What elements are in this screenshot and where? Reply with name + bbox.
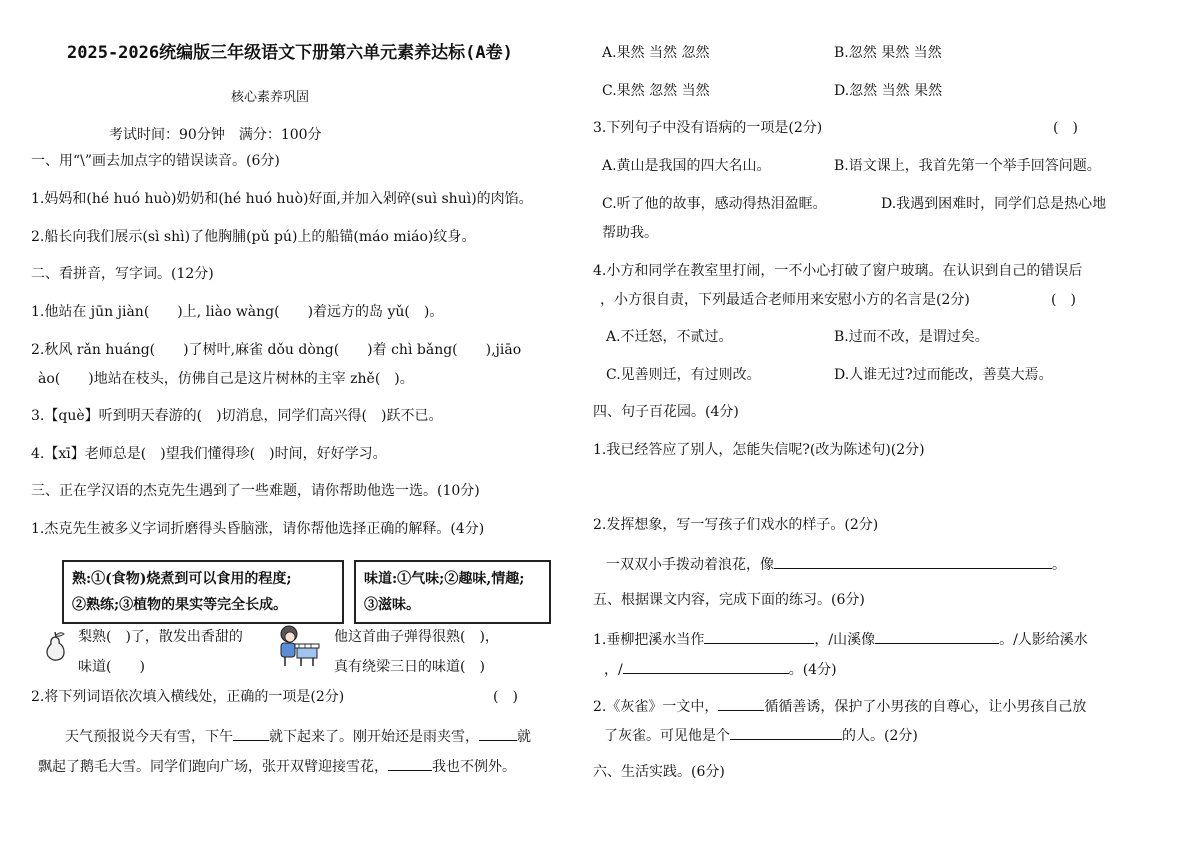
option-d-top: D.忽然 当然 果然: [834, 83, 943, 99]
question-4-option-b: B.过而不改，是谓过矣。: [834, 329, 989, 345]
s2-question-2a: 2.秋风 rǎn huáng( )了树叶,麻雀 dǒu dòng( )着 chì bǎng( ),jiāo: [31, 342, 522, 358]
pianist-icon: [275, 624, 325, 668]
s2-question-1: 1.他站在 jūn jiàn( )上, liào wàng( )着远方的岛 yǔ( )。: [31, 304, 444, 320]
s4-question-2: 2.发挥想象，写一写孩子们戏水的样子。(2分): [593, 517, 879, 533]
s4-question-2-line: 一双双小手拨动着浪花，像 。: [606, 554, 1066, 574]
s1-question-1: 1.妈妈和(hé huó huò)奶奶和(hé huó huò)好面,并加入剁碎(suì shuì)的肉馅。: [31, 191, 533, 207]
option-b-top: B.忽然 果然 当然: [834, 45, 942, 61]
s4-question-1: 1.我已经答应了别人，怎能失信呢?(改为陈述句)(2分): [593, 442, 925, 458]
s5-question-2-line1: 2.《灰雀》一文中， 循循善诱，保护了小男孩的自尊心，让小男孩自己放: [593, 696, 1086, 716]
question-3-option-a: A.黄山是我国的四大名山。: [602, 158, 771, 174]
s3-question-2: 2.将下列词语依次填入横线处，正确的一项是(2分): [31, 689, 345, 705]
s2-question-3: 3.【què】听到明天春游的( )切消息，同学们高兴得( )跃不已。: [31, 408, 443, 424]
s3-paragraph-line1: 天气预报说今天有雪，下午 就下起来了。刚开始还是雨夹雪， 就: [65, 726, 531, 746]
definition-box-shu-line1: 熟:①(食物)烧煮到可以食用的程度;: [72, 571, 292, 587]
section3-heading: 三、正在学汉语的杰克先生遇到了一些难题，请你帮助他选一选。(10分): [31, 483, 480, 499]
question-4-answer: ( ): [1051, 292, 1076, 308]
section6-heading: 六、生活实践。(6分): [593, 764, 725, 780]
answer-blank-imagination[interactable]: [774, 554, 1052, 569]
question-4-line1: 4.小方和同学在教室里打闹，一不小心打破了窗户玻璃。在认识到自己的错误后: [593, 263, 1083, 279]
question-4-option-c: C.见善则迁，有过则改。: [606, 367, 761, 383]
s3-paragraph-line2: 飘起了鹅毛大雪。同学们跑向广场，张开双臂迎接雪花， 我也不例外。: [38, 756, 516, 776]
question-3-answer: ( ): [1053, 120, 1078, 136]
page-subtitle: 核心素养巩固: [231, 90, 310, 105]
answer-blank-5-5[interactable]: [730, 725, 842, 740]
s5-question-2-line2: 了灰雀。可见他是个 的人。(2分): [604, 725, 918, 745]
s5-question-1-line1: 1.垂柳把溪水当作 ，/山溪像 。/人影给溪水: [593, 629, 1088, 649]
question-4-option-a: A.不迁怒，不贰过。: [606, 329, 733, 345]
s3-item1-line1: 梨熟( )了，散发出香甜的: [78, 629, 243, 645]
s2-question-4: 4.【xī】老师总是( )望我们懂得珍( )时间，好好学习。: [31, 446, 387, 462]
question-3-option-d-cont: 帮助我。: [602, 225, 658, 241]
answer-blank-5-1[interactable]: [704, 629, 814, 644]
pear-icon: [42, 628, 68, 662]
s5-question-1-line2: ，/ 。(4分): [604, 659, 837, 679]
question-4-line2: ，小方很自责，下列最适合老师用来安慰小方的名言是(2分): [600, 292, 970, 308]
section1-heading: 一、用“\”画去加点字的错误读音。(6分): [31, 153, 280, 169]
definition-box-shu: [62, 560, 344, 624]
option-a-top: A.果然 当然 忽然: [602, 45, 710, 61]
answer-blank-5-4[interactable]: [718, 696, 764, 711]
question-3: 3.下列句子中没有语病的一项是(2分): [593, 120, 823, 136]
option-c-top: C.果然 忽然 当然: [602, 83, 710, 99]
section2-heading: 二、看拼音，写字词。(12分): [31, 266, 214, 282]
s3-question-2-answer: ( ): [493, 689, 518, 705]
question-4-option-d: D.人谁无过?过而能改，善莫大焉。: [834, 367, 1053, 383]
section4-heading: 四、句子百花园。(4分): [593, 404, 739, 420]
definition-box-weidao-line2: ③滋味。: [364, 597, 420, 613]
fill-blank-1[interactable]: [233, 726, 269, 741]
s3-question-1: 1.杰克先生被多义字词折磨得头昏脑涨，请你帮他选择正确的解释。(4分): [31, 521, 485, 537]
fill-blank-2[interactable]: [479, 726, 517, 741]
definition-box-weidao-line1: 味道:①气味;②趣味,情趣;: [364, 571, 525, 587]
fill-blank-3[interactable]: [388, 756, 432, 771]
s2-question-2b: ào( )地站在枝头，仿佛自己是这片树林的主宰 zhě( )。: [38, 371, 414, 387]
answer-blank-5-2[interactable]: [875, 629, 999, 644]
definition-box-shu-line2: ②熟练;③植物的果实等完全长成。: [72, 597, 288, 613]
s3-item2-line2: 真有绕梁三日的味道( ): [334, 659, 485, 675]
section5-heading: 五、根据课文内容，完成下面的练习。(6分): [593, 592, 865, 608]
page-title: 2025-2026统编版三年级语文下册第六单元素养达标(A卷): [67, 43, 513, 63]
s3-item2-line1: 他这首曲子弹得很熟( )，: [334, 629, 499, 645]
definition-box-weidao: [354, 560, 551, 624]
exam-info: 考试时间：90分钟 满分：100分: [109, 127, 322, 143]
question-3-option-b: B.语文课上，我首先第一个举手回答问题。: [834, 158, 1101, 174]
question-3-option-c: C.听了他的故事，感动得热泪盈眶。: [602, 196, 827, 212]
answer-blank-5-3[interactable]: [623, 659, 789, 674]
question-3-option-d: D.我遇到困难时，同学们总是热心地: [881, 196, 1107, 212]
s1-question-2: 2.船长向我们展示(sì shì)了他胸脯(pǔ pú)上的船锚(máo miáo)纹身。: [31, 229, 476, 245]
s3-item1-line2: 味道( ): [78, 659, 145, 675]
